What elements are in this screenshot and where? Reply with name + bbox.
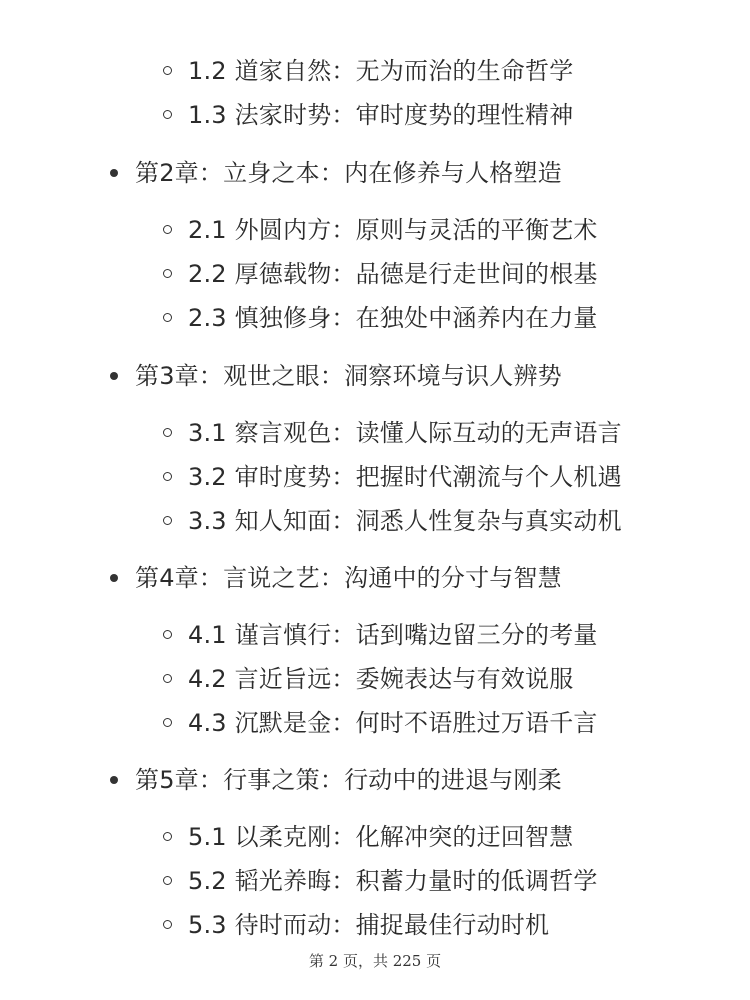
hollow-bullet-icon bbox=[163, 472, 172, 481]
hollow-bullet-icon bbox=[163, 876, 172, 885]
toc-entry-text: 2.3 慎独修身：在独处中涵养内在力量 bbox=[188, 304, 598, 332]
toc-entry-text: 5.1 以柔克刚：化解冲突的迂回智慧 bbox=[188, 823, 574, 851]
hollow-bullet-icon bbox=[163, 110, 172, 119]
toc-entry-text: 3.1 察言观色：读懂人际互动的无声语言 bbox=[188, 419, 622, 447]
toc-entry-text: 1.3 法家时势：审时度势的理性精神 bbox=[188, 101, 574, 129]
toc-entry-text: 5.3 待时而动：捕捉最佳行动时机 bbox=[188, 911, 550, 939]
toc-entry-text: 第2章：立身之本：内在修养与人格塑造 bbox=[135, 159, 562, 187]
hollow-bullet-icon bbox=[163, 718, 172, 727]
hollow-bullet-icon bbox=[163, 225, 172, 234]
toc-entry-text: 4.3 沉默是金：何时不语胜过万语千言 bbox=[188, 709, 598, 737]
hollow-bullet-icon bbox=[163, 428, 172, 437]
page-number-label: 第 2 页，共 225 页 bbox=[308, 952, 442, 970]
toc-entry-text: 2.2 厚德载物：品德是行走世间的根基 bbox=[188, 260, 598, 288]
toc-entry-text: 3.3 知人知面：洞悉人性复杂与真实动机 bbox=[188, 507, 622, 535]
toc-entry-text: 4.2 言近旨远：委婉表达与有效说服 bbox=[188, 665, 574, 693]
hollow-bullet-icon bbox=[163, 516, 172, 525]
toc-entry-text: 第3章：观世之眼：洞察环境与识人辨势 bbox=[135, 362, 562, 390]
hollow-bullet-icon bbox=[163, 269, 172, 278]
toc-entry-text: 5.2 韬光养晦：积蓄力量时的低调哲学 bbox=[188, 867, 598, 895]
toc-entry-text: 第4章：言说之艺：沟通中的分寸与智慧 bbox=[135, 564, 562, 592]
hollow-bullet-icon bbox=[163, 66, 172, 75]
filled-bullet-icon bbox=[110, 372, 118, 380]
filled-bullet-icon bbox=[110, 776, 118, 784]
toc-entry-text: 4.1 谨言慎行：话到嘴边留三分的考量 bbox=[188, 621, 598, 649]
hollow-bullet-icon bbox=[163, 313, 172, 322]
filled-bullet-icon bbox=[110, 169, 118, 177]
toc-entry-text: 1.2 道家自然：无为而治的生命哲学 bbox=[188, 57, 574, 85]
hollow-bullet-icon bbox=[163, 920, 172, 929]
toc-entry-text: 2.1 外圆内方：原则与灵活的平衡艺术 bbox=[188, 216, 598, 244]
toc-entry-text: 第5章：行事之策：行动中的进退与刚柔 bbox=[135, 766, 562, 794]
hollow-bullet-icon bbox=[163, 674, 172, 683]
toc-entry-text: 3.2 审时度势：把握时代潮流与个人机遇 bbox=[188, 463, 622, 491]
page-footer bbox=[0, 950, 750, 971]
hollow-bullet-icon bbox=[163, 630, 172, 639]
filled-bullet-icon bbox=[110, 574, 118, 582]
hollow-bullet-icon bbox=[163, 832, 172, 841]
